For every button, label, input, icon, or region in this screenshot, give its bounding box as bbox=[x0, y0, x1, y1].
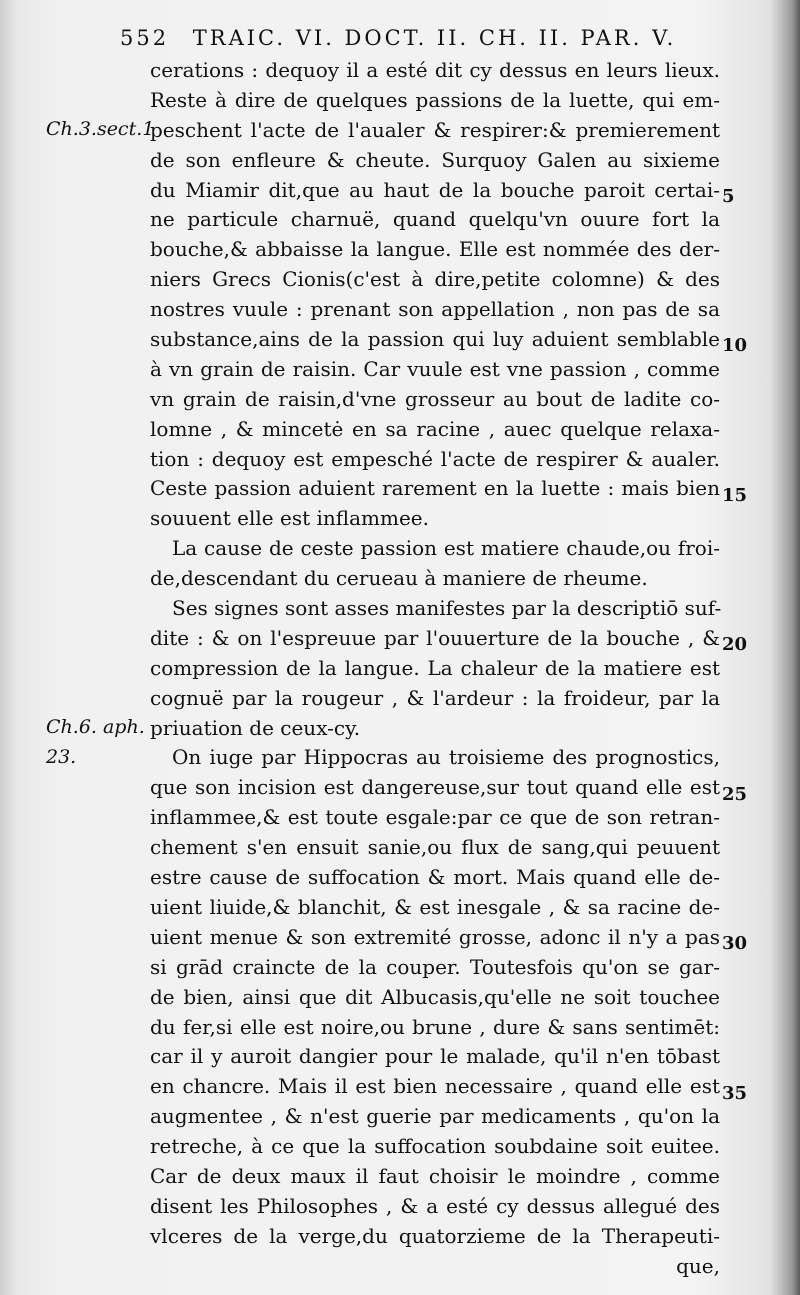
page-number: 552 bbox=[120, 26, 170, 50]
line-number: 20 bbox=[722, 634, 748, 656]
text-line: priuation de ceux-cy. bbox=[150, 715, 361, 740]
text-line: retreche, à ce que la suffocation soubdaine soit euitee. bbox=[150, 1134, 720, 1159]
line-number: 30 bbox=[722, 933, 748, 955]
text-line: lomne , & mincetė en sa racine , auec quelque relaxa- bbox=[150, 416, 720, 441]
text-line: compression de la langue. La chaleur de la matiere est bbox=[150, 655, 720, 680]
text-line: vlceres de la verge,du quatorzieme de la Therapeuti- bbox=[150, 1223, 720, 1248]
text-line: de bien, ainsi que dit Albucasis,qu'elle ne soit touchee bbox=[150, 984, 720, 1009]
text-line: Ceste passion aduient rarement en la luette : mais bien bbox=[150, 476, 720, 501]
text-line: cerations : dequoy il a esté dit cy dessus en leurs lieux. bbox=[150, 58, 720, 82]
text-line: inflammee,& est toute esgale:par ce que de son retran- bbox=[150, 805, 720, 830]
running-header bbox=[120, 26, 780, 50]
text-line: dite : & on l'espreuue par l'ouuerture de la bouche , & bbox=[150, 625, 720, 650]
text-line: estre cause de suffocation & mort. Mais quand elle de- bbox=[150, 865, 720, 890]
margin-note: Ch.3.sect.1 bbox=[46, 117, 155, 140]
line-number: 10 bbox=[722, 335, 748, 357]
text-line: cognuë par la rougeur , & l'ardeur : la froideur, par la bbox=[150, 685, 720, 710]
text-line: nostres vuule : prenant son appellation , non pas de sa bbox=[150, 297, 720, 322]
text-line: si grād craincte de la couper. Toutesfois qu'on se gar- bbox=[150, 954, 720, 979]
text-line: niers Grecs Cionis(c'est à dire,petite colomne) & des bbox=[150, 267, 720, 292]
text-line: La cause de ceste passion est matiere chaude,ou froi- bbox=[172, 536, 720, 561]
line-number: 15 bbox=[722, 484, 748, 506]
text-line: augmentee , & n'est guerie par medicaments , qu'on la bbox=[150, 1104, 720, 1129]
text-line: en chancre. Mais il est bien necessaire , quand elle est bbox=[150, 1074, 720, 1099]
text-line: substance,ains de la passion qui luy aduient semblable bbox=[150, 327, 720, 352]
text-line: que, bbox=[676, 1253, 720, 1278]
text-line: uient liuide,& blanchit, & est inesgale , & sa racine de- bbox=[150, 894, 720, 919]
margin-note: Ch.6. aph. bbox=[46, 715, 145, 738]
line-number: 35 bbox=[722, 1082, 748, 1104]
text-line: vn grain de raisin,d'vne grosseur au bout de ladite co- bbox=[150, 386, 720, 411]
text-line: ne particule charnuë, quand quelqu'vn ouure fort la bbox=[150, 207, 720, 232]
text-line: du Miamir dit,que au haut de la bouche paroit certai- bbox=[150, 177, 720, 202]
text-line: chement s'en ensuit sanie,ou flux de sang,qui peuuent bbox=[150, 835, 720, 860]
text-line: de,descendant du cerueau à maniere de rheume. bbox=[150, 566, 648, 591]
text-line: Reste à dire de quelques passions de la luette, qui em- bbox=[150, 87, 720, 112]
text-line: disent les Philosophes , & a esté cy dessus allegué des bbox=[150, 1193, 720, 1218]
text-line: Ses signes sont asses manifestes par la descriptiō suf- bbox=[172, 596, 722, 621]
running-title: TRAIC. VI. DOCT. II. CH. II. PAR. V. bbox=[192, 26, 677, 50]
text-line: Car de deux maux il faut choisir le moindre , comme bbox=[150, 1163, 720, 1188]
text-line: tion : dequoy est empesché l'acte de respirer & aualer. bbox=[150, 446, 720, 471]
text-line: de son enfleure & cheute. Surquoy Galen au sixieme bbox=[150, 147, 720, 172]
body-text bbox=[150, 56, 720, 1282]
text-line: à vn grain de raisin. Car vuule est vne passion , comme bbox=[150, 356, 720, 381]
text-line: peschent l'acte de l'aualer & respirer:& premierement bbox=[150, 117, 720, 142]
margin-note: 23. bbox=[46, 745, 77, 768]
text-line: que son incision est dangereuse,sur tout quand elle est bbox=[150, 775, 720, 800]
text-line: du fer,si elle est noire,ou brune , dure & sans sentimēt: bbox=[150, 1014, 720, 1039]
line-number: 5 bbox=[722, 185, 735, 207]
text-line: car il y auroit dangier pour le malade, qu'il n'en tōbast bbox=[150, 1044, 720, 1069]
text-line: uient menue & son extremité grosse, adonc il n'y a pas bbox=[150, 924, 720, 949]
text-line: On iuge par Hippocras au troisieme des prognostics, bbox=[172, 745, 720, 770]
line-number: 25 bbox=[722, 783, 748, 805]
text-line: souuent elle est inflammee. bbox=[150, 506, 429, 531]
text-line: bouche,& abbaisse la langue. Elle est nommée des der- bbox=[150, 237, 720, 262]
